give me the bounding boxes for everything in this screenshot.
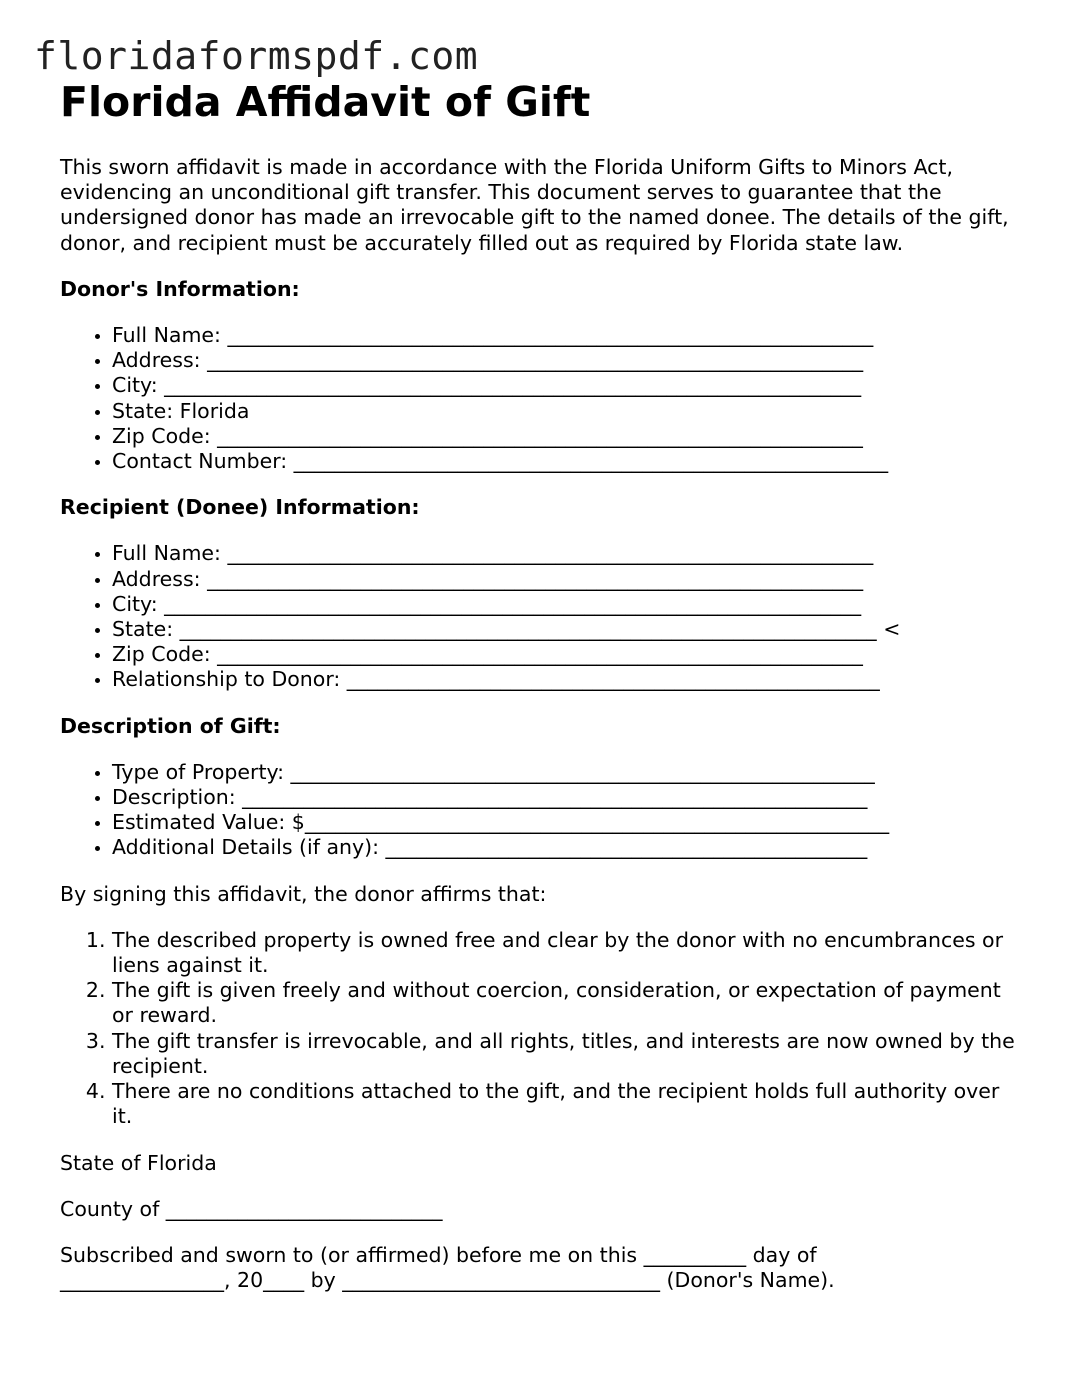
affirmation-item: 2. The gift is given freely and without coercion, consideration, or expectation of payment or reward. <box>112 978 1020 1028</box>
donor-section-heading: Donor's Information: <box>60 276 300 301</box>
recipient-section-heading: Recipient (Donee) Information: <box>60 495 420 520</box>
recipient-field-list <box>60 541 1020 692</box>
affirmation-list <box>60 928 1020 1130</box>
donor-full-name-field[interactable]: • Full Name: _______________________________________________________________ <box>112 323 1020 348</box>
sworn-line-date[interactable]: Subscribed and sworn to (or affirmed) before me on this __________ day of <box>60 1242 817 1267</box>
donor-state-field: • State: Florida <box>112 399 1020 424</box>
gift-additional-details-field[interactable]: • Additional Details (if any): _______________________________________________ <box>112 835 1020 860</box>
county-field[interactable]: County of ___________________________ <box>60 1196 443 1221</box>
donor-contact-field[interactable]: • Contact Number: __________________________________________________________ <box>112 449 1020 474</box>
donor-field-list <box>60 323 1020 474</box>
sworn-line-donor[interactable]: ________________, 20____ by _______________________________ (Donor's Name). <box>60 1268 835 1293</box>
affirmation-item: 1. The described property is owned free and clear by the donor with no encumbrances or liens against it. <box>112 928 1020 978</box>
gift-type-field[interactable]: • Type of Property: _________________________________________________________ <box>112 760 1020 785</box>
affirmation-item: 4. There are no conditions attached to the gift, and the recipient holds full authority over it. <box>112 1079 1020 1129</box>
intro-paragraph: This sworn affidavit is made in accordance with the Florida Uniform Gifts to Minors Act, evidencing an unconditional gift transfer. This document serves to guarantee that the undersigned donor has made an irrevocable gift to the named donee. The details of the gift, donor, and recipient must be accurately filled out as required by Florida state law. <box>60 155 1009 255</box>
recipient-relationship-field[interactable]: • Relationship to Donor: ____________________________________________________ <box>112 667 1020 692</box>
gift-description-field[interactable]: • Description: _____________________________________________________________ <box>112 785 1020 810</box>
donor-zip-field[interactable]: • Zip Code: _______________________________________________________________ <box>112 424 1020 449</box>
donor-address-field[interactable]: • Address: ________________________________________________________________ <box>112 348 1020 373</box>
sworn-statement <box>60 1243 1020 1293</box>
page-title: Florida Affidavit of Gift <box>60 78 591 126</box>
document-body <box>60 155 1020 1293</box>
state-line: State of Florida <box>60 1150 217 1175</box>
donor-city-field[interactable]: • City: ____________________________________________________________________ <box>112 373 1020 398</box>
recipient-zip-field[interactable]: • Zip Code: _______________________________________________________________ <box>112 642 1020 667</box>
recipient-full-name-field[interactable]: • Full Name: _______________________________________________________________ <box>112 541 1020 566</box>
affirmation-intro: By signing this affidavit, the donor affirms that: <box>60 881 547 906</box>
affirmation-item: 3. The gift transfer is irrevocable, and all rights, titles, and interests are now owned by the recipient. <box>112 1029 1020 1079</box>
gift-section-heading: Description of Gift: <box>60 713 281 738</box>
watermark-text: floridaformspdf.com <box>34 34 479 78</box>
gift-field-list <box>60 760 1020 861</box>
recipient-city-field[interactable]: • City: ____________________________________________________________________ <box>112 592 1020 617</box>
recipient-state-field[interactable]: • State: ____________________________________________________________________ < <box>112 617 942 642</box>
recipient-address-field[interactable]: • Address: ________________________________________________________________ <box>112 567 1020 592</box>
gift-value-field[interactable]: • Estimated Value: $_________________________________________________________ <box>112 810 1020 835</box>
